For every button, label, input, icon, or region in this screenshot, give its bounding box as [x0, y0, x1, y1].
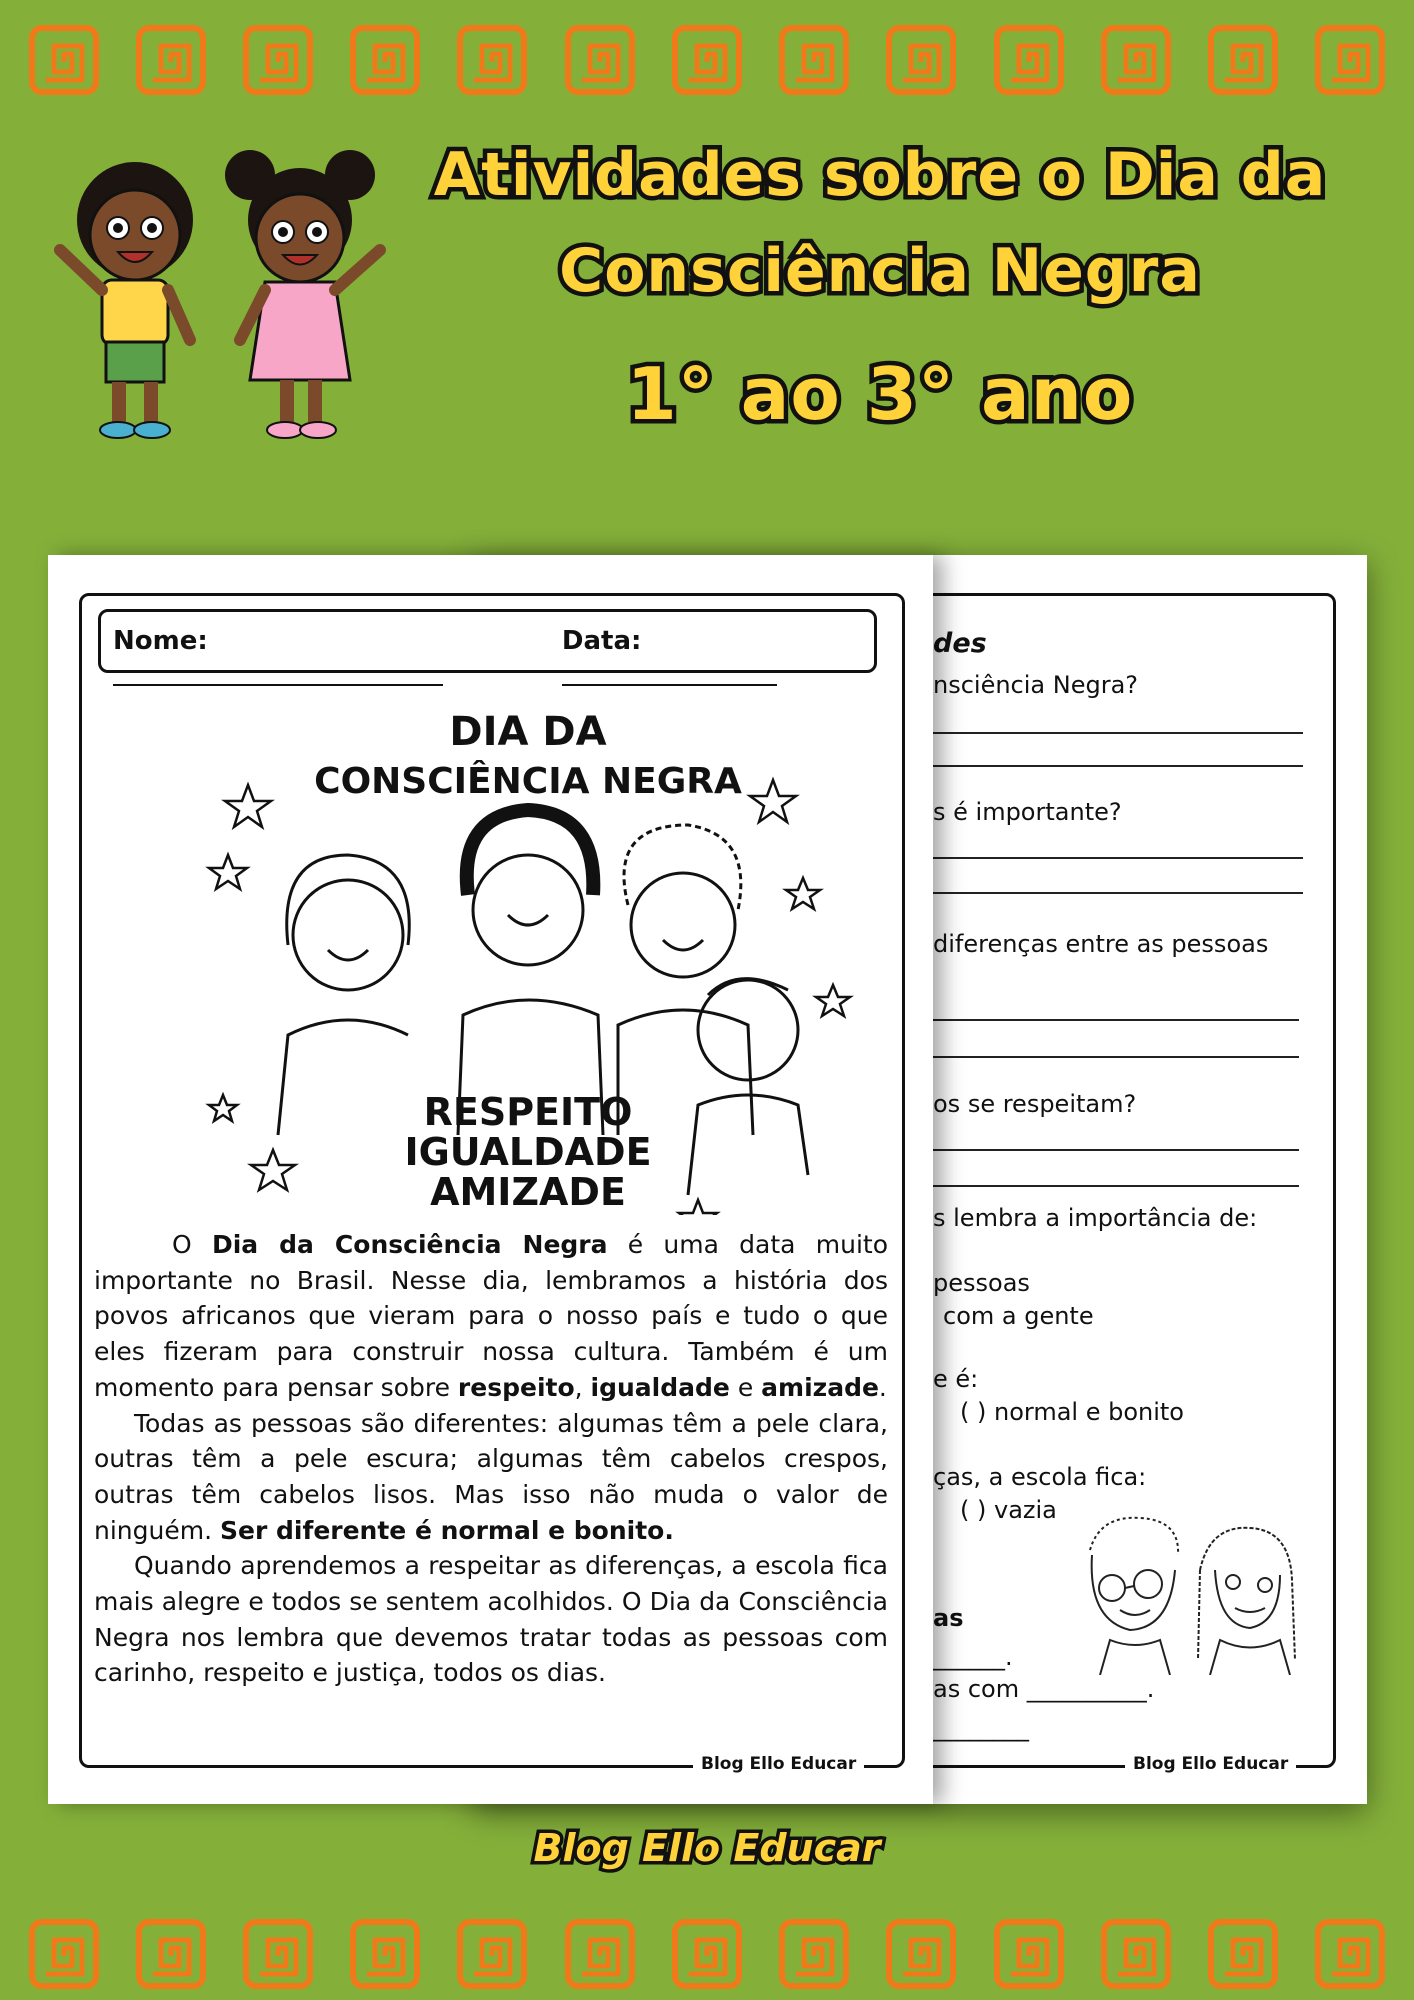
spiral-pattern-icon [26, 22, 102, 98]
spiral-pattern-icon [133, 1916, 209, 1992]
spiral-pattern-icon [776, 1916, 852, 1992]
spiral-pattern-icon [1098, 22, 1174, 98]
spiral-pattern-icon [562, 1916, 638, 1992]
spiral-pattern-icon [26, 1916, 102, 1992]
question-1: nsciência Negra? [933, 671, 1139, 699]
answer-line [933, 1019, 1299, 1021]
spiral-pattern-icon [347, 1916, 423, 1992]
front-worksheet-page [48, 555, 933, 1804]
text-segment: O [172, 1230, 212, 1259]
bold-text: respeito [457, 1372, 575, 1402]
boy-figure [60, 162, 193, 438]
spiral-pattern-icon [883, 22, 959, 98]
question-4: os se respeitam? [933, 1090, 1137, 1118]
date-label: Data: [561, 626, 642, 656]
bold-text: igualdade [590, 1372, 730, 1402]
question-2: s é importante? [933, 798, 1122, 826]
bold-text: amizade [761, 1372, 879, 1402]
spiral-pattern-icon [454, 22, 530, 98]
title-line-2: Consciência Negra [559, 236, 1201, 306]
answer-line [933, 857, 1303, 859]
spiral-pattern-icon [883, 1916, 959, 1992]
fill-in-blank-2[interactable]: as com __________. [933, 1675, 1155, 1703]
date-field[interactable] [562, 660, 777, 686]
question-5-option: com a gente [943, 1302, 1094, 1330]
illustration-title-line2: CONSCIÊNCIA NEGRA [314, 761, 742, 802]
paragraph [94, 1227, 888, 1406]
name-field[interactable] [113, 660, 443, 686]
question-6: e é: [933, 1365, 979, 1393]
spiral-pattern-icon [240, 1916, 316, 1992]
answer-line [933, 1056, 1299, 1058]
spiral-pattern-icon [669, 22, 745, 98]
answer-line [933, 765, 1303, 767]
children-sketch-illustration [1070, 1510, 1330, 1675]
spiral-pattern-icon [669, 1916, 745, 1992]
spiral-pattern-icon [562, 22, 638, 98]
brand-footer: Blog Ello Educar [533, 1826, 881, 1870]
value-word-respeito: RESPEITO [423, 1090, 633, 1134]
name-date-box [98, 609, 877, 673]
spiral-pattern-icon [1205, 22, 1281, 98]
spiral-pattern-icon [1098, 1916, 1174, 1992]
girl-figure [225, 150, 380, 438]
spiral-pattern-icon [347, 22, 423, 98]
value-word-amizade: AMIZADE [430, 1170, 626, 1214]
text-segment: é uma data muito importante no Brasil. Nesse dia, lembramos a história dos povos africanos que vieram para o nosso país e tudo o que eles fizeram para construir nossa cultura. Também é um momento para pensar sobre [94, 1230, 888, 1402]
text-segment: e [729, 1372, 762, 1402]
consciencia-negra-illustration [88, 695, 893, 1215]
front-page-footer: Blog Ello Educar [693, 1754, 864, 1774]
spiral-pattern-icon [1205, 1916, 1281, 1992]
title-line-1: Atividades sobre o Dia da [433, 140, 1327, 210]
text-segment: , [574, 1372, 591, 1402]
question-6-option[interactable]: ( ) normal e bonito [960, 1398, 1184, 1426]
spiral-pattern-icon [776, 22, 852, 98]
question-7-option[interactable]: ( ) vazia [960, 1496, 1057, 1524]
back-section-heading: as [933, 1604, 964, 1632]
bold-text: Dia da Consciência Negra [211, 1230, 608, 1259]
fill-in-blank-1[interactable]: ______. [933, 1643, 1013, 1671]
spiral-pattern-icon [1312, 1916, 1388, 1992]
question-5-option: pessoas [933, 1269, 1030, 1297]
kids-illustration [40, 150, 400, 450]
paragraph [94, 1406, 888, 1549]
answer-line [933, 892, 1303, 894]
question-5: s lembra a importância de: [933, 1204, 1258, 1232]
answer-line [933, 1185, 1299, 1187]
spiral-pattern-icon [454, 1916, 530, 1992]
paragraph [94, 1548, 888, 1691]
bottom-pattern-band [0, 1916, 1414, 1992]
back-heading: des [933, 628, 987, 659]
question-7: ças, a escola fica: [933, 1463, 1147, 1491]
text-segment: Quando aprendemos a respeitar as diferenças, a escola fica mais alegre e todos se sentem acolhidos. O Dia da Consciência Negra nos lembra que devemos tratar todas as pessoas com carinho, respeito e justiça, todos os dias. [94, 1551, 888, 1688]
spiral-pattern-icon [991, 1916, 1067, 1992]
answer-line [933, 732, 1303, 734]
question-3: diferenças entre as pessoas [933, 930, 1269, 958]
reading-text [94, 1227, 888, 1691]
top-pattern-band [0, 22, 1414, 98]
answer-line [933, 1149, 1299, 1151]
grade-range-title: 1° ao 3° ano [626, 352, 1134, 436]
illustration-title-line1: DIA DA [449, 709, 607, 755]
text-segment: . [878, 1372, 887, 1402]
fill-in-blank-3[interactable]: ________ [933, 1714, 1029, 1742]
back-page-footer: Blog Ello Educar [1125, 1754, 1296, 1774]
spiral-pattern-icon [133, 22, 209, 98]
name-label: Nome: [113, 626, 208, 656]
spiral-pattern-icon [991, 22, 1067, 98]
value-word-igualdade: IGUALDADE [404, 1130, 652, 1174]
spiral-pattern-icon [240, 22, 316, 98]
text-segment: Todas as pessoas são diferentes: algumas têm a pele clara, outras têm a pele escura; algumas têm cabelos crespos, outras têm cabelos lisos. Mas isso não muda o valor de ninguém. [94, 1408, 888, 1545]
spiral-pattern-icon [1312, 22, 1388, 98]
bold-text: Ser diferente é normal e bonito. [219, 1515, 674, 1545]
